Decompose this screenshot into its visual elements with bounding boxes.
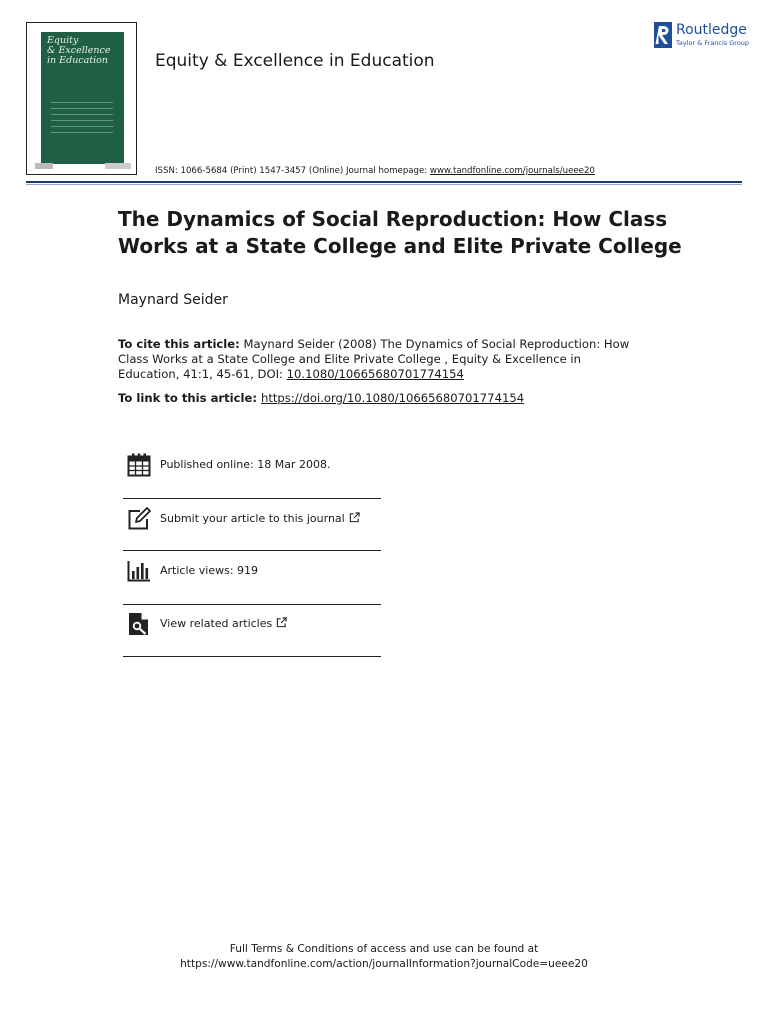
divider bbox=[123, 604, 381, 605]
issn-text: ISSN: 1066-5684 (Print) 1547-3457 (Online) Journal homepage: bbox=[155, 166, 430, 176]
divider bbox=[123, 498, 381, 499]
document-search-icon bbox=[127, 612, 151, 636]
publisher-subtitle: Taylor & Francis Group bbox=[676, 39, 750, 47]
divider bbox=[123, 656, 381, 657]
cite-label: To cite this article: bbox=[118, 337, 240, 351]
article-views: Article views: 919 bbox=[160, 564, 259, 577]
edit-icon bbox=[127, 507, 151, 531]
cover-artwork bbox=[41, 32, 124, 164]
cover-decoration bbox=[51, 102, 113, 138]
article-author: Maynard Seider bbox=[118, 292, 228, 308]
journal-homepage-link[interactable]: www.tandfonline.com/journals/ueee20 bbox=[429, 166, 595, 176]
related-articles-link[interactable] bbox=[160, 617, 287, 630]
related-row[interactable] bbox=[123, 612, 381, 648]
divider bbox=[123, 550, 381, 551]
header-rule-secondary bbox=[26, 184, 742, 185]
published-row bbox=[123, 453, 381, 489]
article-title-line: Works at a State College and Elite Private College bbox=[118, 234, 682, 258]
citation-block bbox=[118, 337, 638, 382]
calendar-icon bbox=[127, 453, 151, 477]
article-url-link[interactable]: https://doi.org/10.1080/10665680701774154 bbox=[260, 391, 525, 405]
related-articles-label: View related articles bbox=[160, 617, 273, 630]
bar-chart-icon bbox=[127, 559, 151, 583]
publisher-name: Routledge bbox=[676, 22, 747, 38]
article-link-line bbox=[118, 391, 524, 405]
doi-link[interactable]: 10.1080/10665680701774154 bbox=[286, 367, 464, 381]
views-row bbox=[123, 559, 381, 595]
footer-terms-url[interactable]: https://www.tandfonline.com/action/journalInformation?journalCode=ueee20 bbox=[180, 958, 588, 970]
issn-line bbox=[155, 166, 595, 176]
link-label: To link to this article: bbox=[118, 391, 257, 405]
footer-terms: Full Terms & Conditions of access and use can be found at bbox=[229, 943, 539, 955]
submit-row[interactable] bbox=[123, 507, 381, 543]
cite-text: Maynard Seider (2008) The Dynamics of Social Reproduction: How Class Works at a State College and Elite Private College , Equity & Excellence in Education, 41:1, 45-61, DOI: bbox=[118, 337, 630, 381]
cover-title: Equity & Excellence in Education bbox=[47, 35, 111, 66]
footer bbox=[0, 942, 768, 972]
article-title bbox=[118, 206, 682, 260]
journal-name: Equity & Excellence in Education bbox=[155, 51, 435, 71]
submit-article-link[interactable] bbox=[160, 512, 360, 525]
header-rule bbox=[26, 181, 742, 183]
cover-footer bbox=[35, 163, 131, 171]
submit-article-label: Submit your article to this journal bbox=[160, 512, 345, 525]
external-link-icon bbox=[276, 617, 287, 628]
article-title-line: The Dynamics of Social Reproduction: How Class bbox=[118, 207, 668, 231]
external-link-icon bbox=[349, 512, 360, 523]
routledge-logo-icon bbox=[654, 22, 672, 48]
journal-cover bbox=[26, 22, 137, 175]
published-date: Published online: 18 Mar 2008. bbox=[160, 458, 331, 471]
